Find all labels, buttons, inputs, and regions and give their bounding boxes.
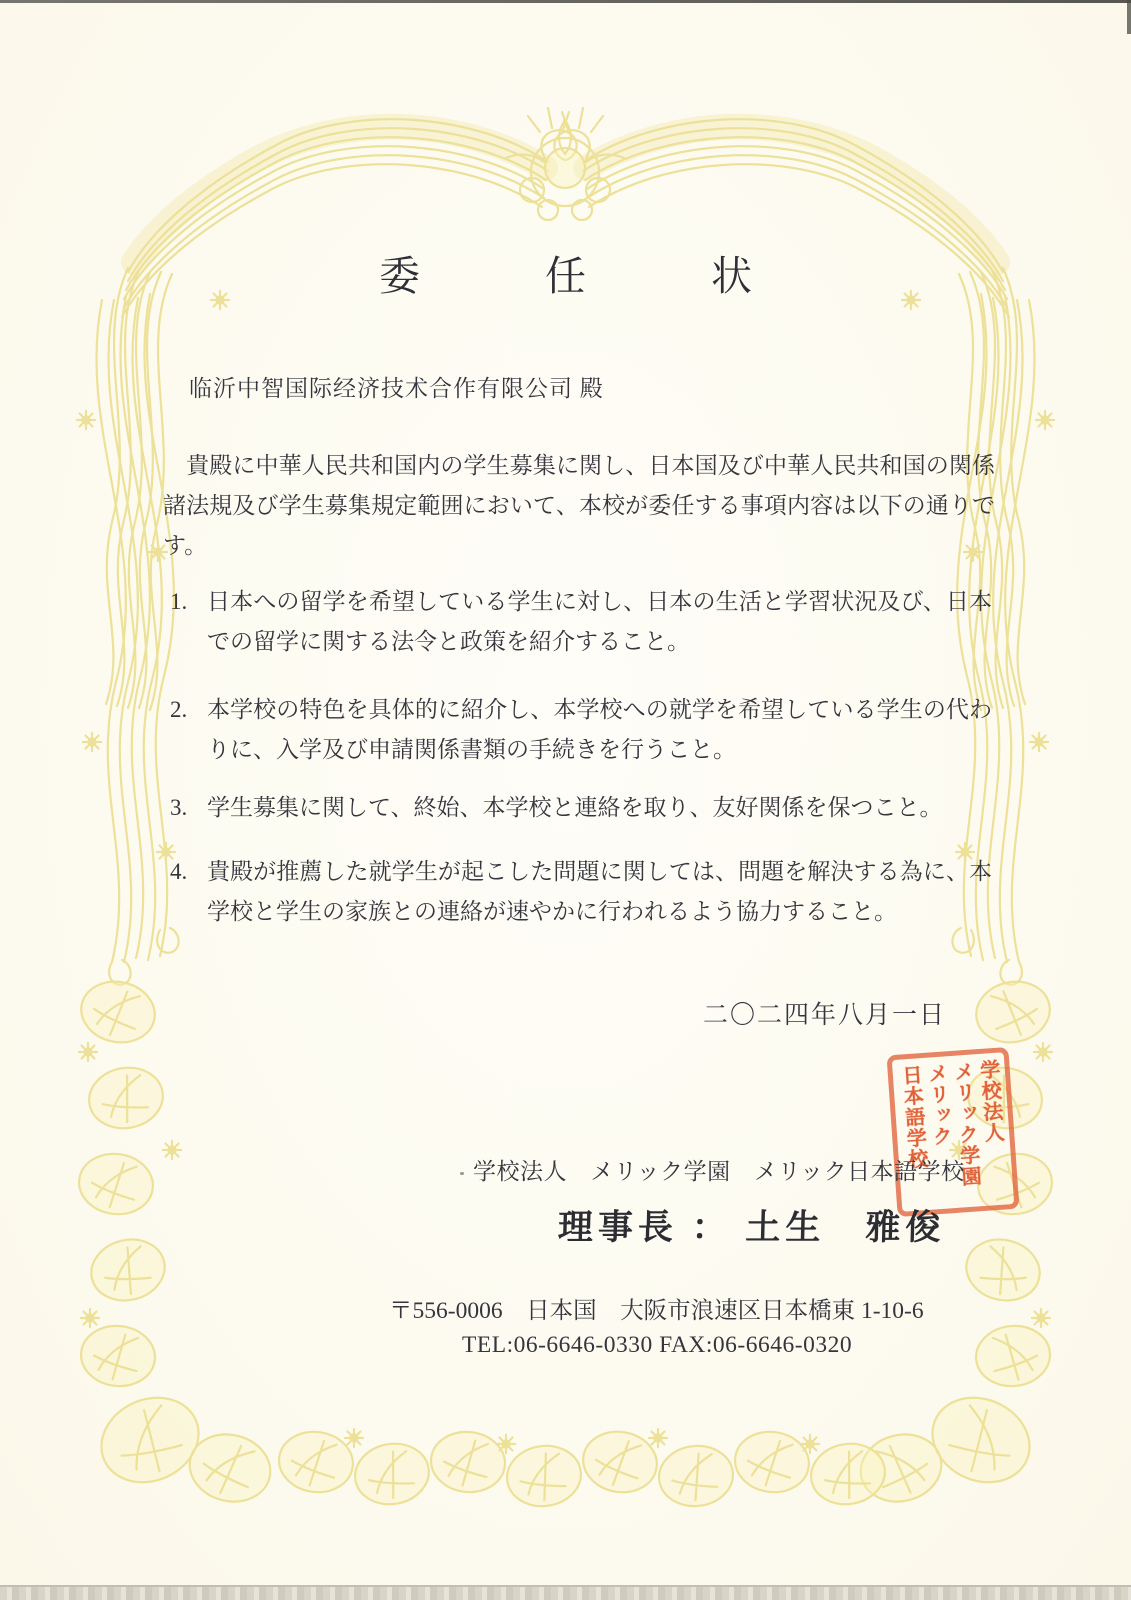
list-item-text: 日本への留学を希望している学生に対し、日本の生活と学習状況及び、日本での留学に関する法令と政策を紹介すること。 <box>207 589 992 654</box>
list-item-3 <box>170 788 992 828</box>
address-line: 〒556-0006 日本国 大阪市浪速区日本橋東 1-10-6 <box>389 1298 924 1324</box>
scan-edge-corner <box>1127 0 1131 34</box>
list-item-1 <box>170 582 992 662</box>
seal-column: 日本語学校 <box>898 1064 928 1171</box>
president-signature-line: 理事長 ： 土生 雅俊 <box>557 1208 946 1247</box>
addressee-line: 临沂中智国际经济技术合作有限公司 殿 <box>189 376 604 401</box>
school-name-line: 学校法人 メリック学園 メリック日本語学校 <box>473 1159 965 1184</box>
red-corporate-seal <box>886 1047 1019 1217</box>
scan-speck <box>460 1172 464 1175</box>
list-item-number: 1. <box>170 589 188 614</box>
scan-edge-bottom <box>0 1585 1131 1600</box>
seal-column: メリック学園 <box>950 1060 981 1188</box>
list-item-number: 4. <box>170 859 188 884</box>
seal-column: メリック <box>924 1062 952 1148</box>
intro-paragraph: 貴殿に中華人民共和国内の学生募集に関し、日本国及び中華人民共和国の関係諸法規及び学生募集規定範囲において、本校が委任する事項内容は以下の通りです。 <box>163 453 995 558</box>
list-item-2 <box>170 690 992 770</box>
document-title: 委 任 状 <box>379 253 794 299</box>
list-item-number: 3. <box>170 795 188 820</box>
list-item-text: 本学校の特色を具体的に紹介し、本学校への就学を希望している学生の代わりに、入学及び申請関係書類の手続きを行うこと。 <box>207 697 992 762</box>
tel-fax-line: TEL:06-6646-0330 FAX:06-6646-0320 <box>462 1332 853 1358</box>
scan-edge-top <box>0 0 1131 3</box>
list-item-text: 貴殿が推薦した就学生が起こした問題に関しては、問題を解決する為に、本学校と学生の家族との連絡が速やかに行われるよう協力すること。 <box>207 859 992 924</box>
list-item-text: 学生募集に関して、終始、本学校と連絡を取り、友好関係を保つこと。 <box>207 795 943 820</box>
seal-column: 学校法人 <box>976 1058 1004 1145</box>
list-item-4 <box>170 852 992 932</box>
list-item-number: 2. <box>170 697 188 722</box>
date-line: 二〇二四年八月一日 <box>703 1002 947 1029</box>
